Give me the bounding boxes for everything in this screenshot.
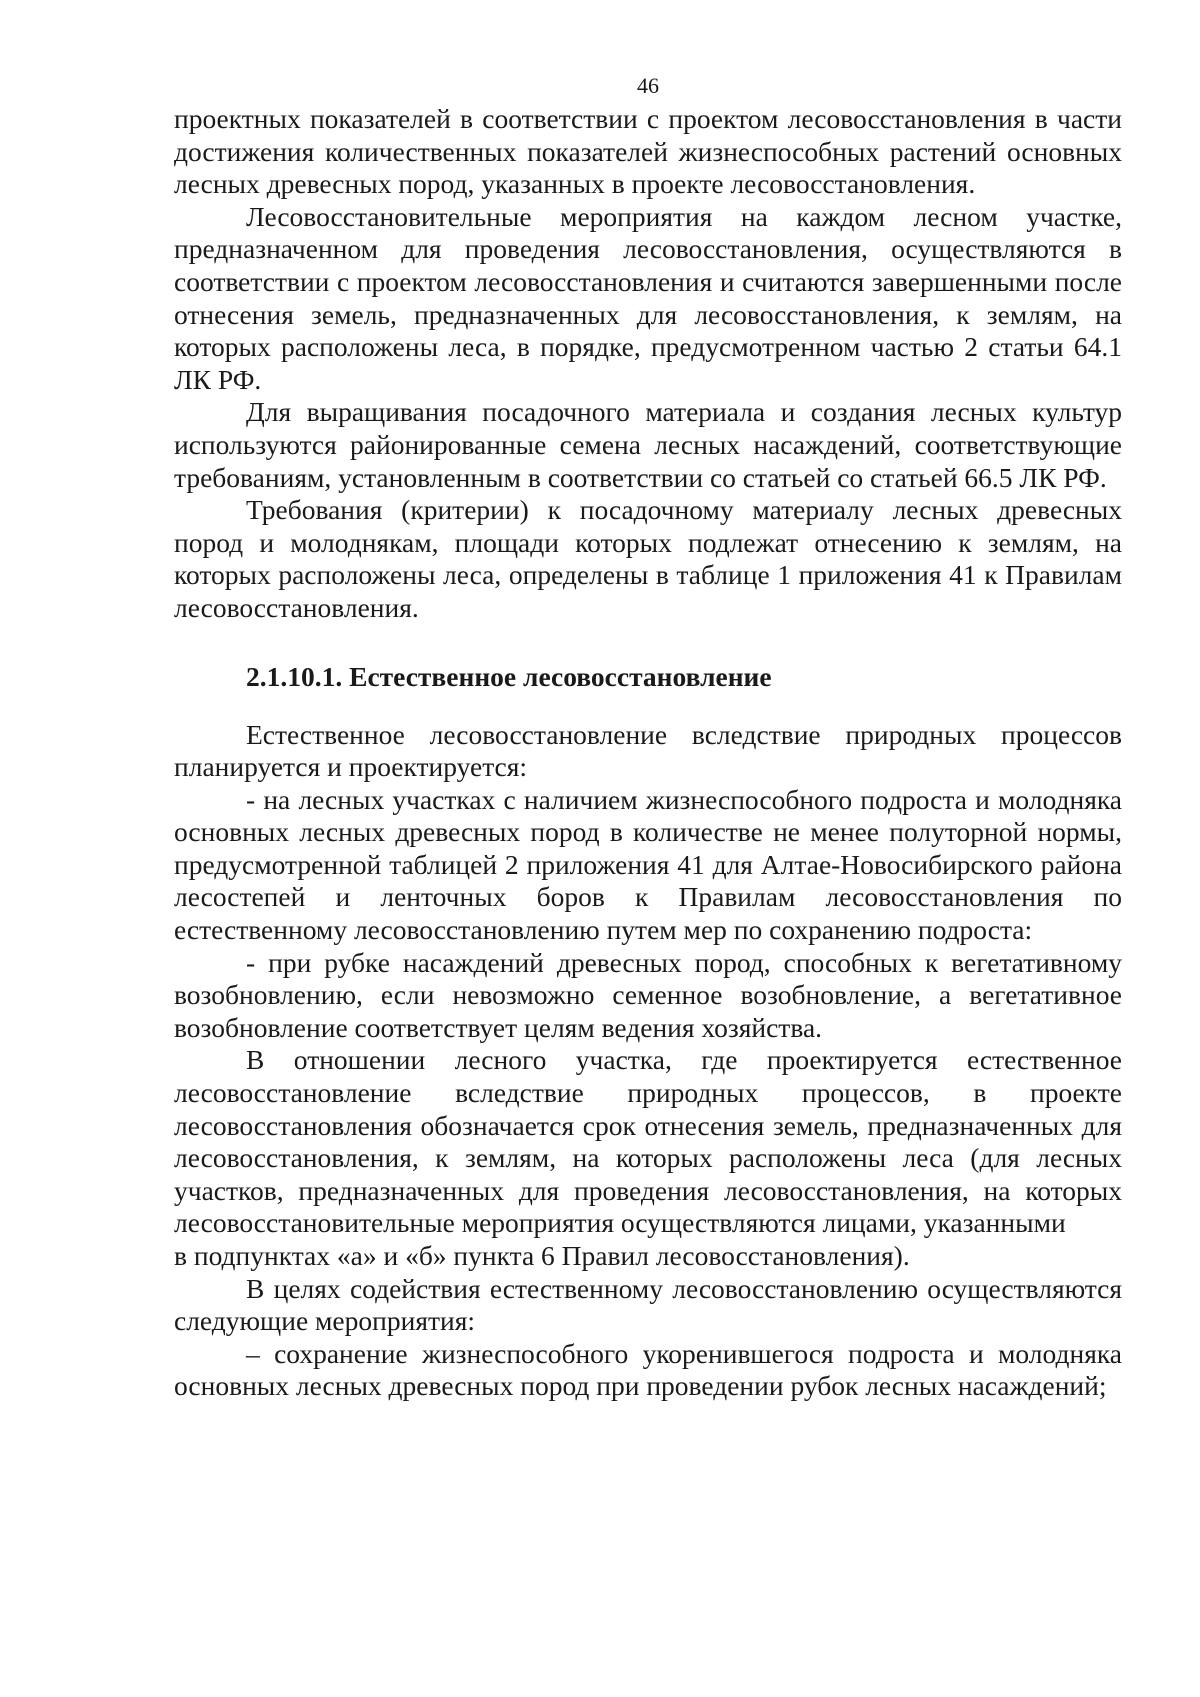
paragraph-continuation: проектных показателей в соответствии с проектом лесовосстановления в части достижения количественных показателей жизнеспособных растений основных лесных древесных пород, указанных в проекте лесовосстановления.	[174, 103, 1122, 200]
list-item-vegetative-renewal: - при рубке насаждений древесных пород, способных к вегетативному возобновлению, если невозможно семенное возобновление, а вегетативное возобновление соответствует целям ведения хозяйства.	[174, 946, 1122, 1043]
paragraph-subclauses-reference: в подпунктах «а» и «б» пункта 6 Правил лесовосстановления).	[174, 1240, 910, 1271]
paragraph-requirements: Требования (критерии) к посадочному материалу лесных древесных пород и молоднякам, площади которых подлежат отнесению к землям, на которых расположены леса, определены в таблице 1 приложения 41 к Правилам лесовосстановления.	[174, 494, 1122, 623]
section-heading: 2.1.10.1. Естественное лесовосстановление	[246, 660, 772, 692]
page-number: 46	[637, 73, 659, 98]
paragraph-natural-reforestation-intro: Естественное лесовосстановление вследствие природных процессов планируется и проектируется:	[174, 718, 1122, 783]
paragraph-land-transfer-term: В отношении лесного участка, где проектируется естественное лесовосстановление вследствие природных процессов, в проекте лесовосстановления обозначается срок отнесения земель, предназначенных для лесовосстановления, к землям, на которых расположены леса (для лесных участков, предназначенных для проведения лесовосстановления, на которых лесовосстановительные мероприятия осуществляются лицами, указанными	[174, 1044, 1122, 1239]
list-item-preserve-undergrowth: – сохранение жизнеспособного укоренившегося подроста и молодняка основных лесных древесных пород при проведении рубок лесных насаждений;	[174, 1337, 1122, 1402]
document-page	[174, 70, 1122, 1403]
paragraph-planting-material: Для выращивания посадочного материала и создания лесных культур используются районированные семена лесных насаждений, соответствующие требованиям, установленным в соответствии со статьей со статьей 66.5 ЛК РФ.	[174, 396, 1122, 493]
paragraph-assistance-measures: В целях содействия естественному лесовосстановлению осуществляются следующие мероприятия:	[174, 1272, 1122, 1337]
paragraph-reforestation-measures: Лесовосстановительные мероприятия на каждом лесном участке, предназначенном для проведения лесовосстановления, осуществляются в соответствии с проектом лесовосстановления и считаются завершенными после отнесения земель, предназначенных для лесовосстановления, к землям, на которых расположены леса, в порядке, предусмотренном частью 2 статьи 64.1 ЛК РФ.	[174, 200, 1122, 395]
list-item-undergrowth: - на лесных участках с наличием жизнеспособного подроста и молодняка основных лесных древесных пород в количестве не менее полуторной нормы, предусмотренной таблицей 2 приложения 41 для Алтае-Новосибирского района лесостепей и ленточных боров к Правилам лесовосстановления по естественному лесовосстановлению путем мер по сохранению подроста:	[174, 783, 1122, 946]
